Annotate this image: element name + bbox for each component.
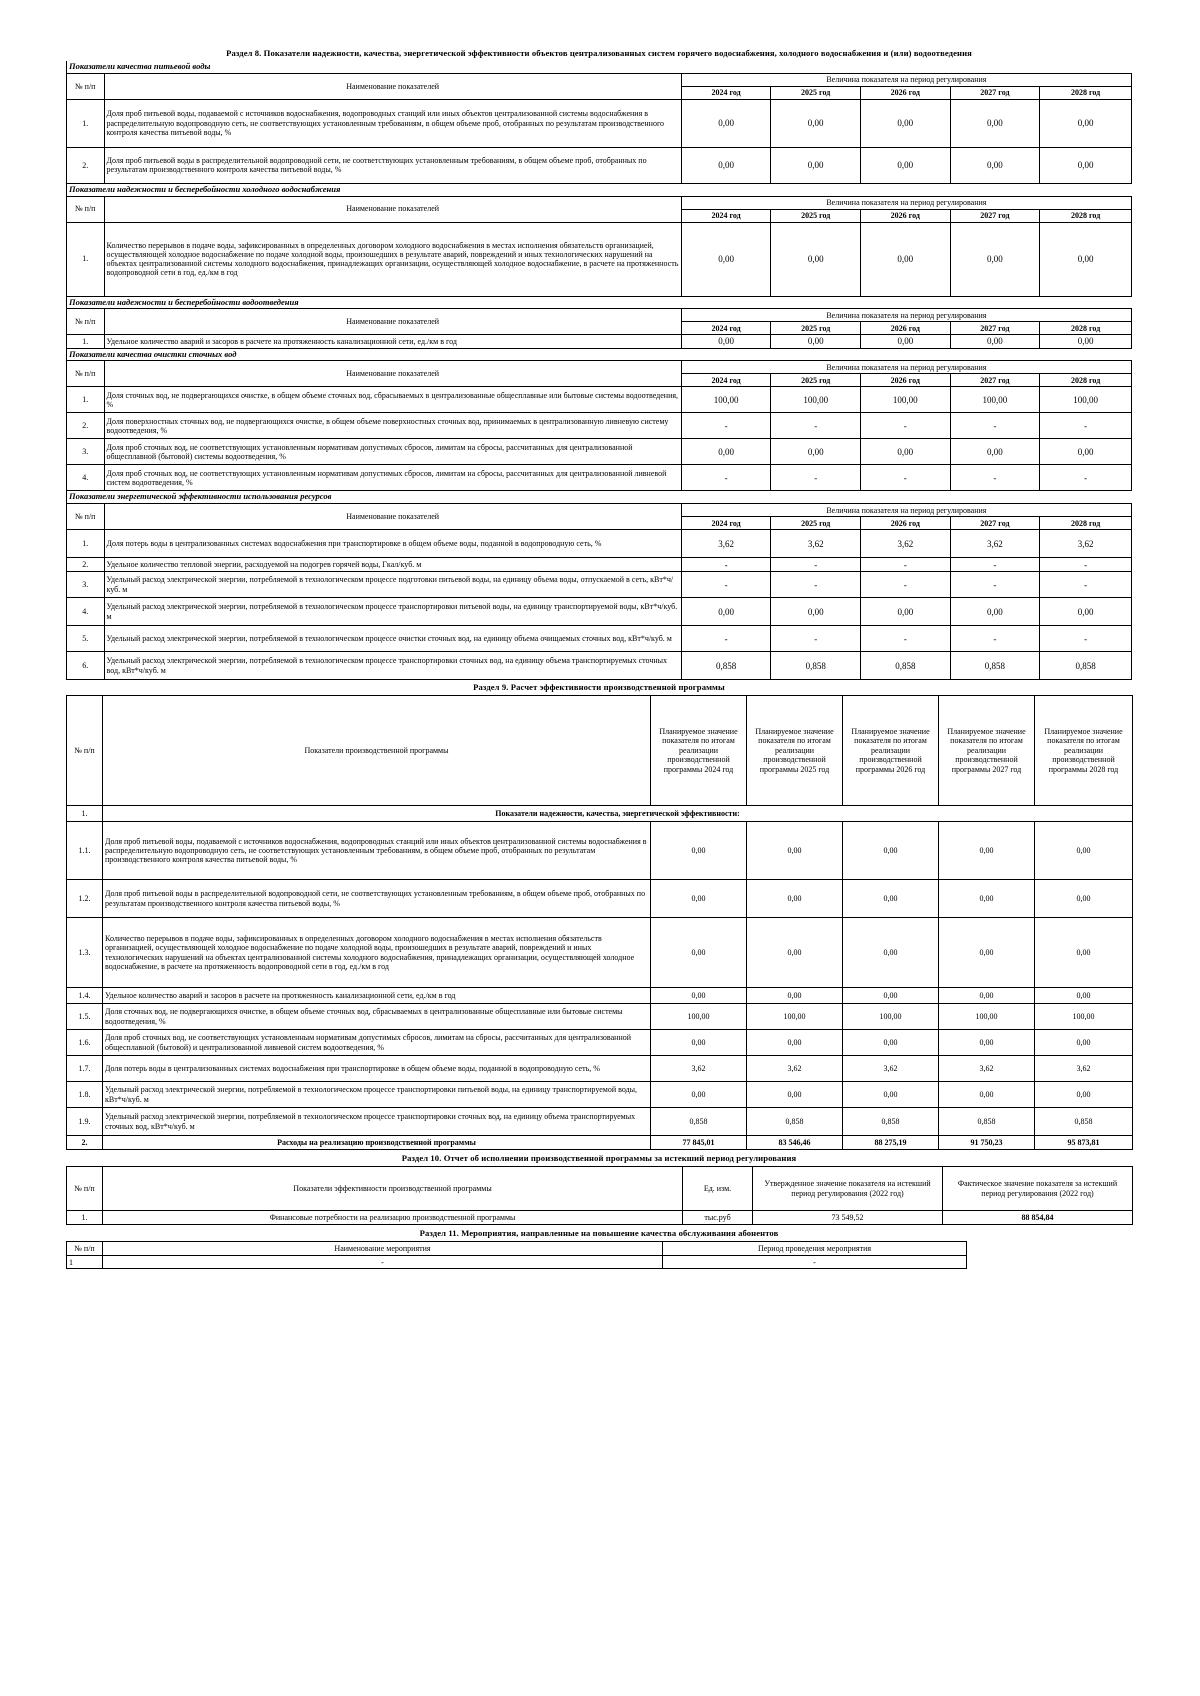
- s9-row-value: 0,00: [1035, 1030, 1133, 1056]
- s8-row-no: 3.: [67, 572, 105, 598]
- table-row: [67, 626, 1132, 652]
- s8-row-value: -: [1040, 558, 1132, 572]
- s8-year-header: 2025 год: [771, 517, 861, 530]
- s8-row-name: Доля потерь воды в централизованных системах водоснабжения при транспортировке в общем объеме воды, поданной в водопроводную сеть, %: [104, 530, 681, 558]
- table-row: [67, 335, 1132, 348]
- table-row: [67, 1082, 1133, 1108]
- s8-row-value: 0,00: [861, 222, 951, 296]
- s9-row-value: 0,00: [843, 1030, 939, 1056]
- s9-row-no: 1.9.: [67, 1108, 103, 1136]
- s8-row-no: 4.: [67, 465, 105, 491]
- table-row: [67, 558, 1132, 572]
- s8-row-name: Количество перерывов в подаче воды, зафиксированных в определенных договором холодного водоснабжения в местах исполнения обязательств организацией, осуществляющей холодное водоснабжение по подаче холодной воды, произошедших в результате аварий, повреждений и иных технологических нарушений на объектах централизованной системы холодного водоснабжения, принадлежащих организации, осуществляющей холодное водоснабжение, в расчете на протяженность водопроводной сети в год, ед./км в год: [104, 222, 681, 296]
- s8-row-value: 0,00: [950, 335, 1040, 348]
- s8-row-value: -: [681, 465, 771, 491]
- s9-row-name: Удельное количество аварий и засоров в расчете на протяженность канализационной сети, ед./км в год: [103, 988, 651, 1004]
- s8-row-value: 0,00: [1040, 99, 1132, 147]
- table-row: [67, 387, 1132, 413]
- s8-year-header: 2025 год: [771, 322, 861, 335]
- s8-row-value: -: [950, 465, 1040, 491]
- table-row: [67, 413, 1132, 439]
- s8-year-header: 2028 год: [1040, 209, 1132, 222]
- s8-row-name: Доля проб сточных вод, не соответствующих установленным нормативам допустимых сбросов, лимитам на сбросы, рассчитанных для централизованной ливневой систем водоотведения, %: [104, 465, 681, 491]
- s8-year-header: 2028 год: [1040, 517, 1132, 530]
- s9-row-value: 0,00: [843, 918, 939, 988]
- section8-block-heading: Показатели энергетической эффективности использования ресурсов: [67, 491, 1132, 503]
- s9-total-name: Расходы на реализацию производственной программы: [103, 1136, 651, 1150]
- s8-col-no: № п/п: [67, 504, 105, 530]
- s9-row-value: 100,00: [939, 1004, 1035, 1030]
- s8-row-value: 0,00: [681, 147, 771, 183]
- s8-row-value: 0,00: [950, 222, 1040, 296]
- s8-row-value: 3,62: [1040, 530, 1132, 558]
- s9-plan-header: Планируемое значение показателя по итогам реализации производственной программы 2027 год: [939, 696, 1035, 806]
- s9-group-label: Показатели надежности, качества, энергетической эффективности:: [103, 806, 1133, 822]
- s8-row-no: 1.: [67, 530, 105, 558]
- s8-row-value: 100,00: [681, 387, 771, 413]
- s8-year-header: 2026 год: [861, 517, 951, 530]
- s8-col-name: Наименование показателей: [104, 309, 681, 335]
- s10-col-unit: Ед. изм.: [683, 1167, 753, 1211]
- s8-row-value: -: [1040, 465, 1132, 491]
- s9-row-value: 0,00: [843, 880, 939, 918]
- s9-row-name: Удельный расход электрической энергии, потребляемой в технологическом процессе транспортировки сточных вод, на единицу объема транспортируемых сточных вод, кВт*ч/куб. м: [103, 1108, 651, 1136]
- table-row: [67, 222, 1132, 296]
- s8-col-no: № п/п: [67, 361, 105, 387]
- s8-row-value: -: [1040, 413, 1132, 439]
- s8-row-value: 0,858: [1040, 652, 1132, 680]
- s8-row-value: 0,00: [1040, 598, 1132, 626]
- s8-row-value: -: [950, 558, 1040, 572]
- s9-row-value: 0,00: [843, 1082, 939, 1108]
- s8-col-period: Величина показателя на период регулирования: [681, 504, 1131, 517]
- s9-row-value: 0,00: [651, 1082, 747, 1108]
- table-row: [67, 988, 1133, 1004]
- s8-row-value: -: [771, 465, 861, 491]
- s9-col-name: Показатели производственной программы: [103, 696, 651, 806]
- s8-row-value: 0,00: [771, 598, 861, 626]
- s8-year-header: 2027 год: [950, 374, 1040, 387]
- s8-row-no: 3.: [67, 439, 105, 465]
- s9-row-value: 3,62: [939, 1056, 1035, 1082]
- table-row: [67, 918, 1133, 988]
- section10-title: Раздел 10. Отчет об исполнении производственной программы за истекший период регулирования: [401, 1153, 797, 1164]
- s11-row-name: -: [103, 1256, 663, 1269]
- s9-row-name: Доля сточных вод, не подвергающихся очистке, в общем объеме сточных вод, сбрасываемых в централизованные общесплавные или бытовые системы водоотведения, %: [103, 1004, 651, 1030]
- table-row: [67, 465, 1132, 491]
- s8-year-header: 2026 год: [861, 322, 951, 335]
- s8-year-header: 2026 год: [861, 374, 951, 387]
- s11-col-no: № п/п: [67, 1242, 103, 1256]
- s8-row-value: -: [950, 626, 1040, 652]
- s9-row-value: 0,00: [651, 988, 747, 1004]
- s9-row-value: 0,00: [651, 918, 747, 988]
- s8-col-period: Величина показателя на период регулирования: [681, 196, 1131, 209]
- s9-row-value: 0,00: [1035, 918, 1133, 988]
- s10-col-actual: Фактическое значение показателя за истекший период регулирования (2022 год): [943, 1167, 1133, 1211]
- table-row: [67, 880, 1133, 918]
- s9-row-no: 1.2.: [67, 880, 103, 918]
- s9-row-value: 0,00: [939, 1030, 1035, 1056]
- section10-table: [66, 1166, 1133, 1225]
- s8-col-period: Величина показателя на период регулирования: [681, 361, 1131, 374]
- s8-col-name: Наименование показателей: [104, 361, 681, 387]
- s11-col-name: Наименование мероприятия: [103, 1242, 663, 1256]
- s8-row-no: 5.: [67, 626, 105, 652]
- s8-row-value: 0,00: [681, 222, 771, 296]
- s10-col-no: № п/п: [67, 1167, 103, 1211]
- s9-row-value: 0,858: [939, 1108, 1035, 1136]
- s9-row-value: 0,00: [1035, 988, 1133, 1004]
- table-row: [67, 652, 1132, 680]
- s8-row-value: -: [681, 626, 771, 652]
- table-row: [67, 439, 1132, 465]
- s8-row-name: Доля проб сточных вод, не соответствующих установленным нормативам допустимых сбросов, лимитам на сбросы, рассчитанных для централизованной общесплавной (бытовой) системы водоотведения, %: [104, 439, 681, 465]
- s8-row-name: Доля сточных вод, не подвергающихся очистке, в общем объеме сточных вод, сбрасываемых в централизованные общесплавные или бытовые системы водоотведения, %: [104, 387, 681, 413]
- s8-row-value: 0,00: [950, 99, 1040, 147]
- s8-row-value: 0,00: [861, 439, 951, 465]
- s8-row-name: Удельный расход электрической энергии, потребляемой в технологическом процессе подготовки питьевой воды, на единицу объема воды, отпускаемой в сеть, кВт*ч/куб. м: [104, 572, 681, 598]
- s9-row-name: Доля потерь воды в централизованных системах водоснабжения при транспортировке в общем объеме воды, поданной в водопроводную сеть, %: [103, 1056, 651, 1082]
- s9-total-value: 88 275,19: [843, 1136, 939, 1150]
- s8-row-value: 0,00: [1040, 147, 1132, 183]
- s8-row-value: 100,00: [861, 387, 951, 413]
- s8-row-value: -: [861, 558, 951, 572]
- s8-row-name: Удельное количество аварий и засоров в расчете на протяженность канализационной сети, ед./км в год: [104, 335, 681, 348]
- s9-row-value: 100,00: [1035, 1004, 1133, 1030]
- s9-row-name: Доля проб питьевой воды в распределительной водопроводной сети, не соответствующих установленным требованиям, в общем объеме проб, отобранных по результатам производственного контроля качества питьевой воды, %: [103, 880, 651, 918]
- s8-col-no: № п/п: [67, 73, 105, 99]
- s9-row-value: 0,00: [747, 988, 843, 1004]
- s9-row-value: 0,00: [747, 1082, 843, 1108]
- s8-row-value: -: [681, 413, 771, 439]
- s9-row-no: 1.7.: [67, 1056, 103, 1082]
- s8-row-value: 0,00: [681, 99, 771, 147]
- table-row: [67, 1108, 1133, 1136]
- s8-row-name: Доля поверхностных сточных вод, не подвергающихся очистке, в общем объеме поверхностных сточных вод, принимаемых в централизованную ливневую систему водоотведения, %: [104, 413, 681, 439]
- s8-row-name: Удельный расход электрической энергии, потребляемой в технологическом процессе транспортировки сточных вод, на единицу объема транспортируемых сточных вод, кВт*ч/куб. м: [104, 652, 681, 680]
- s8-year-header: 2027 год: [950, 322, 1040, 335]
- s9-row-value: 0,00: [1035, 822, 1133, 880]
- s10-row-name: Финансовые потребности на реализацию производственной программы: [103, 1211, 683, 1225]
- s8-row-value: -: [681, 572, 771, 598]
- s8-row-no: 1.: [67, 99, 105, 147]
- s8-row-value: 0,00: [771, 147, 861, 183]
- s8-year-header: 2025 год: [771, 374, 861, 387]
- s8-row-value: 0,00: [860, 147, 950, 183]
- s9-total-value: 77 845,01: [651, 1136, 747, 1150]
- table-row: [67, 822, 1133, 880]
- s9-row-value: 0,858: [651, 1108, 747, 1136]
- s8-year-header: 2024 год: [681, 322, 771, 335]
- s9-row-value: 0,858: [747, 1108, 843, 1136]
- s8-col-no: № п/п: [67, 309, 105, 335]
- s9-row-value: 0,00: [843, 988, 939, 1004]
- s9-row-value: 0,858: [843, 1108, 939, 1136]
- s8-row-value: -: [771, 572, 861, 598]
- s9-row-value: 0,00: [939, 1082, 1035, 1108]
- s11-col-period: Период проведения мероприятия: [663, 1242, 967, 1256]
- s8-row-value: 0,00: [1040, 335, 1132, 348]
- s9-row-name: Доля проб сточных вод, не соответствующих установленным нормативам допустимых сбросов, лимитам на сбросы, рассчитанных для централизованной общесплавной (бытовой) и централизованной ливневой систем водоотведения, %: [103, 1030, 651, 1056]
- section11-table: [66, 1241, 967, 1269]
- s8-year-header: 2027 год: [950, 209, 1040, 222]
- s10-row-unit: тыс.руб: [683, 1211, 753, 1225]
- s9-total-value: 95 873,81: [1035, 1136, 1133, 1150]
- s8-row-value: 0,00: [771, 222, 861, 296]
- s8-row-value: -: [771, 558, 861, 572]
- s8-row-name: Доля проб питьевой воды, подаваемой с источников водоснабжения, водопроводных станций или иных объектов централизованной системы водоснабжения в распределительную водопроводную сеть, не соответствующих установленным требованиям, в общем объеме проб, отобранных по результатам производственного контроля качества питьевой воды, %: [104, 99, 681, 147]
- s9-plan-header: Планируемое значение показателя по итогам реализации производственной программы 2028 год: [1035, 696, 1133, 806]
- s8-row-value: 3,62: [950, 530, 1040, 558]
- s9-row-name: Количество перерывов в подаче воды, зафиксированных в определенных договором холодного водоснабжения в местах исполнения обязательств организацией, осуществляющей холодное водоснабжение по подаче холодной воды, произошедших в результате аварий, повреждений и иных технологических нарушений на объектах централизованной системы холодного водоснабжения, принадлежащих организации, осуществляющей холодное водоснабжение, в расчете на протяженность водопроводной сети в год, ед./км в год: [103, 918, 651, 988]
- s8-year-header: 2026 год: [860, 86, 950, 99]
- section8-block-heading: Показатели качества очистки сточных вод: [67, 349, 1132, 361]
- s8-year-header: 2028 год: [1040, 374, 1132, 387]
- s8-row-value: -: [861, 465, 951, 491]
- s9-plan-header: Планируемое значение показателя по итогам реализации производственной программы 2025 год: [747, 696, 843, 806]
- section8-block-table: [66, 184, 1132, 297]
- s9-row-no: 1.3.: [67, 918, 103, 988]
- s9-total-value: 83 546,46: [747, 1136, 843, 1150]
- s8-row-value: 3,62: [681, 530, 771, 558]
- s8-col-period: Величина показателя на период регулирования: [681, 309, 1131, 322]
- table-row: [67, 572, 1132, 598]
- s9-row-value: 3,62: [651, 1056, 747, 1082]
- s9-col-no: № п/п: [67, 696, 103, 806]
- s8-row-name: Удельный расход электрической энергии, потребляемой в технологическом процессе очистки сточных вод, на единицу объема очищаемых сточных вод, кВт*ч/куб. м: [104, 626, 681, 652]
- s9-row-value: 0,00: [939, 918, 1035, 988]
- s8-col-no: № п/п: [67, 196, 105, 222]
- s8-row-value: -: [861, 572, 951, 598]
- section11-title: Раздел 11. Мероприятия, направленные на повышение качества обслуживания абонентов: [419, 1228, 779, 1239]
- s8-row-no: 1.: [67, 335, 105, 348]
- table-row: [67, 147, 1132, 183]
- s9-row-value: 0,00: [747, 918, 843, 988]
- s8-row-value: 100,00: [1040, 387, 1132, 413]
- s8-row-value: 0,00: [950, 439, 1040, 465]
- s8-row-value: -: [771, 626, 861, 652]
- s8-col-period: Величина показателя на период регулирования: [681, 73, 1131, 86]
- s11-row-period: -: [663, 1256, 967, 1269]
- s8-row-value: 0,858: [681, 652, 771, 680]
- s8-row-value: 3,62: [861, 530, 951, 558]
- section8-block-table: [66, 491, 1132, 680]
- s8-row-name: Удельное количество тепловой энергии, расходуемой на подогрев горячей воды, Гкал/куб. м: [104, 558, 681, 572]
- s8-row-value: 100,00: [950, 387, 1040, 413]
- table-row: [67, 1030, 1133, 1056]
- s9-row-name: Удельный расход электрической энергии, потребляемой в технологическом процессе транспортировки питьевой воды, на единицу транспортируемой воды, кВт*ч/куб. м: [103, 1082, 651, 1108]
- table-row: [67, 1056, 1133, 1082]
- s9-group-no: 1.: [67, 806, 103, 822]
- s9-row-value: 0,00: [651, 880, 747, 918]
- s11-row-no: 1: [67, 1256, 103, 1269]
- section8-tables: [66, 61, 1132, 680]
- section9-table: [66, 695, 1133, 1150]
- s8-year-header: 2026 год: [861, 209, 951, 222]
- s8-year-header: 2028 год: [1040, 86, 1132, 99]
- s8-row-value: 100,00: [771, 387, 861, 413]
- s9-total-no: 2.: [67, 1136, 103, 1150]
- s9-row-no: 1.1.: [67, 822, 103, 880]
- s8-row-no: 6.: [67, 652, 105, 680]
- s8-row-no: 2.: [67, 558, 105, 572]
- s9-row-name: Доля проб питьевой воды, подаваемой с источников водоснабжения, водопроводных станций или иных объектов централизованной системы водоснабжения в распределительную водопроводную сеть, не соответствующих установленным требованиям, в общем объеме проб, отобранных по результатам производственного контроля качества питьевой воды, %: [103, 822, 651, 880]
- s9-row-value: 100,00: [651, 1004, 747, 1030]
- s8-row-value: -: [861, 626, 951, 652]
- table-row-total: [67, 1136, 1133, 1150]
- section8-block-heading: Показатели качества питьевой воды: [67, 61, 1132, 73]
- s8-row-value: -: [1040, 626, 1132, 652]
- s9-row-no: 1.4.: [67, 988, 103, 1004]
- s8-row-value: 0,00: [950, 147, 1040, 183]
- s8-col-name: Наименование показателей: [104, 196, 681, 222]
- s8-row-value: 0,00: [771, 335, 861, 348]
- section8-block-table: [66, 349, 1132, 492]
- s8-row-value: 0,00: [681, 439, 771, 465]
- s8-row-value: -: [950, 413, 1040, 439]
- s9-row-value: 0,00: [651, 1030, 747, 1056]
- s8-col-name: Наименование показателей: [104, 504, 681, 530]
- s9-row-value: 3,62: [1035, 1056, 1133, 1082]
- s8-row-value: 0,00: [681, 598, 771, 626]
- s8-row-value: 0,858: [771, 652, 861, 680]
- s8-row-value: 0,00: [771, 439, 861, 465]
- s9-row-value: 3,62: [843, 1056, 939, 1082]
- s8-year-header: 2025 год: [771, 209, 861, 222]
- s9-total-value: 91 750,23: [939, 1136, 1035, 1150]
- s9-row-value: 0,00: [1035, 880, 1133, 918]
- s8-row-value: 0,00: [860, 99, 950, 147]
- s9-plan-header: Планируемое значение показателя по итогам реализации производственной программы 2024 год: [651, 696, 747, 806]
- s8-year-header: 2024 год: [681, 209, 771, 222]
- s10-col-name: Показатели эффективности производственной программы: [103, 1167, 683, 1211]
- s8-row-value: 3,62: [771, 530, 861, 558]
- s8-year-header: 2025 год: [771, 86, 861, 99]
- section8-block-heading: Показатели надежности и бесперебойности водоотведения: [67, 297, 1132, 309]
- s8-row-value: -: [861, 413, 951, 439]
- table-row: [67, 530, 1132, 558]
- s8-year-header: 2024 год: [681, 374, 771, 387]
- s8-row-value: 0,858: [950, 652, 1040, 680]
- s10-row-no: 1.: [67, 1211, 103, 1225]
- s9-row-value: 0,00: [939, 822, 1035, 880]
- s9-row-value: 0,00: [843, 822, 939, 880]
- s8-row-name: Доля проб питьевой воды в распределительной водопроводной сети, не соответствующих установленным требованиям, в общем объеме проб, отобранных по результатам производственного контроля качества питьевой воды, %: [104, 147, 681, 183]
- s8-row-value: 0,00: [1040, 439, 1132, 465]
- s8-year-header: 2024 год: [681, 517, 771, 530]
- section8-block-heading: Показатели надежности и бесперебойности холодного водоснабжения: [67, 184, 1132, 196]
- s8-row-value: -: [681, 558, 771, 572]
- s8-row-no: 1.: [67, 387, 105, 413]
- table-row: [67, 99, 1132, 147]
- s9-plan-header: Планируемое значение показателя по итогам реализации производственной программы 2026 год: [843, 696, 939, 806]
- s9-row-no: 1.6.: [67, 1030, 103, 1056]
- section8-title: Раздел 8. Показатели надежности, качества, энергетической эффективности объектов централизованных систем горячего водоснабжения, холодного водоснабжения и (или) водоотведения: [226, 48, 972, 58]
- s10-col-approved: Утвержденное значение показателя на истекший период регулирования (2022 год): [753, 1167, 943, 1211]
- s8-row-no: 2.: [67, 413, 105, 439]
- section8-block-table: [66, 297, 1132, 349]
- s8-row-value: -: [771, 413, 861, 439]
- s9-row-value: 0,00: [747, 880, 843, 918]
- s9-row-value: 100,00: [843, 1004, 939, 1030]
- s9-row-value: 0,00: [1035, 1082, 1133, 1108]
- s8-row-value: 0,00: [950, 598, 1040, 626]
- s8-row-value: -: [950, 572, 1040, 598]
- s8-row-value: 0,00: [1040, 222, 1132, 296]
- s9-row-no: 1.5.: [67, 1004, 103, 1030]
- s8-row-no: 2.: [67, 147, 105, 183]
- s8-row-value: 0,00: [861, 598, 951, 626]
- section9-title: Раздел 9. Расчет эффективности производственной программы: [473, 682, 725, 693]
- s8-row-value: 0,858: [861, 652, 951, 680]
- s9-row-value: 3,62: [747, 1056, 843, 1082]
- s8-row-value: 0,00: [681, 335, 771, 348]
- s9-row-value: 0,00: [651, 822, 747, 880]
- document-page: [66, 48, 1132, 1269]
- s10-row-approved: 73 549,52: [753, 1211, 943, 1225]
- s9-row-no: 1.8.: [67, 1082, 103, 1108]
- table-row: [67, 598, 1132, 626]
- table-row: [67, 1004, 1133, 1030]
- s8-year-header: 2024 год: [681, 86, 771, 99]
- s8-year-header: 2027 год: [950, 86, 1040, 99]
- s8-year-header: 2028 год: [1040, 322, 1132, 335]
- s10-row-actual: 88 854,84: [943, 1211, 1133, 1225]
- s9-row-value: 0,00: [939, 880, 1035, 918]
- s8-year-header: 2027 год: [950, 517, 1040, 530]
- s8-row-name: Удельный расход электрической энергии, потребляемой в технологическом процессе транспортировки питьевой воды, на единицу транспортируемой воды, кВт*ч/куб. м: [104, 598, 681, 626]
- s8-row-value: 0,00: [861, 335, 951, 348]
- s8-row-no: 4.: [67, 598, 105, 626]
- s9-row-value: 0,00: [939, 988, 1035, 1004]
- section8-block-table: [66, 61, 1132, 184]
- s9-row-value: 100,00: [747, 1004, 843, 1030]
- s8-col-name: Наименование показателей: [104, 73, 681, 99]
- s9-row-value: 0,00: [747, 1030, 843, 1056]
- s9-row-value: 0,858: [1035, 1108, 1133, 1136]
- s8-row-no: 1.: [67, 222, 105, 296]
- s8-row-value: -: [1040, 572, 1132, 598]
- s8-row-value: 0,00: [771, 99, 861, 147]
- s9-row-value: 0,00: [747, 822, 843, 880]
